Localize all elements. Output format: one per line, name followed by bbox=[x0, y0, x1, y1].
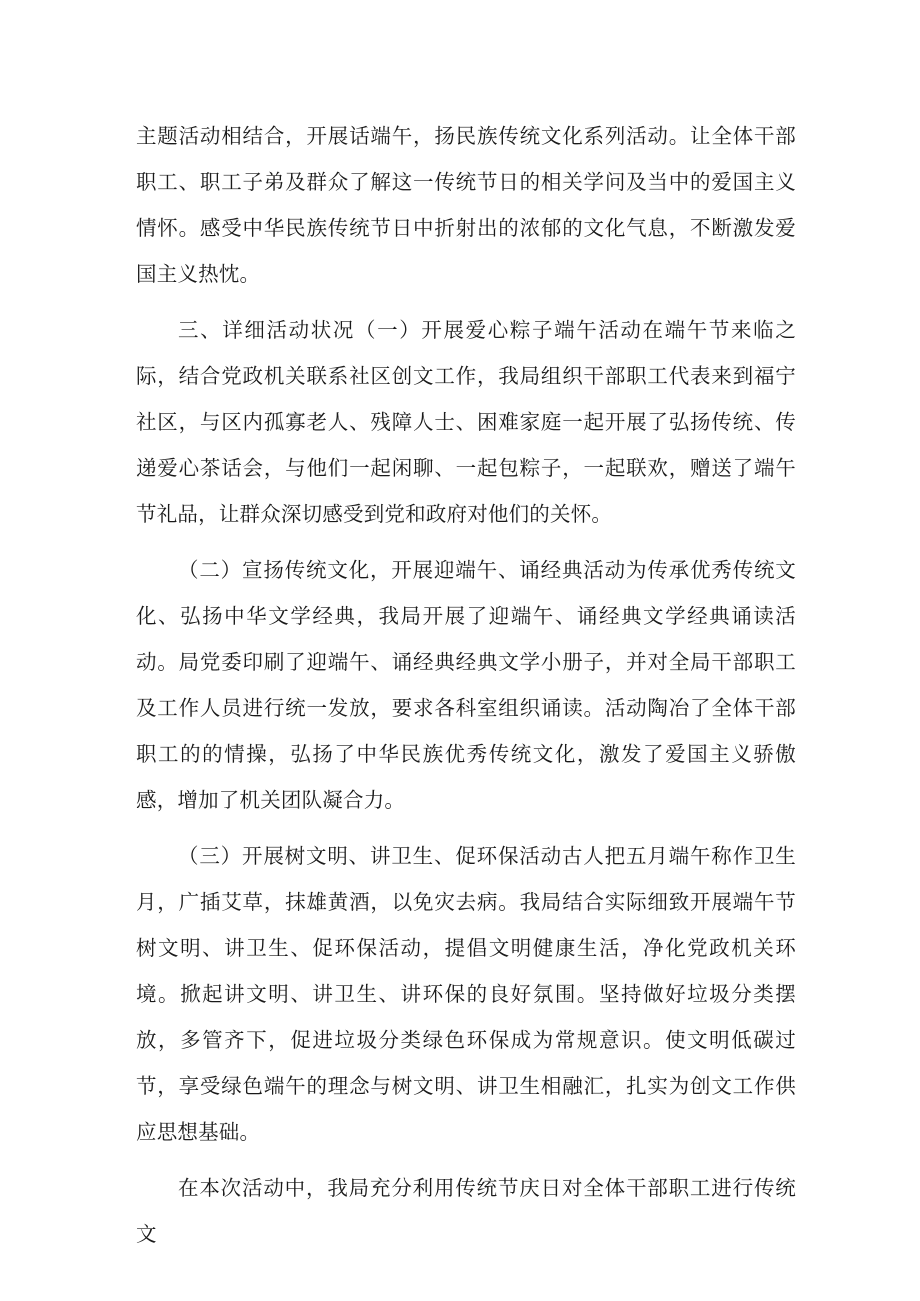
paragraph-section-three-charity-zongzi: 三、详细活动状况（一）开展爱心粽子端午活动在端午节来临之际，结合党政机关联系社区创文工作，我局组织干部职工代表来到福宁社区，与区内孤寡老人、残障人士、困难家庭一起开展了弘扬传统、传递爱心茶话会，与他们一起闲聊、一起包粽子，一起联欢，赠送了端午节礼品，让群众深切感受到党和政府对他们的关怀。 bbox=[136, 318, 796, 526]
paragraph-section-three-civilization-hygiene: （三）开展树文明、讲卫生、促环保活动古人把五月端午称作卫生月，广插艾草，抹雄黄酒，以免灾去病。我局结合实际细致开展端午节树文明、讲卫生、促环保活动，提倡文明健康生活，净化党政机关环境。掀起讲文明、讲卫生、讲环保的良好氛围。坚持做好垃圾分类摆放，多管齐下，促进垃圾分类绿色环保成为常规意识。使文明低碳过节，享受绿色端午的理念与树文明、讲卫生相融汇，扎实为创文工作供应思想基础。 bbox=[136, 844, 796, 1144]
paragraph-theme-activities: 主题活动相结合，开展话端午，扬民族传统文化系列活动。让全体干部职工、职工子弟及群众了解这一传统节日的相关学问及当中的爱国主义情怀。感受中华民族传统节日中折射出的浓郁的文化气息，不断激发爱国主义热忱。 bbox=[136, 124, 796, 286]
paragraph-activity-summary: 在本次活动中，我局充分利用传统节庆日对全体干部职工进行传统文 bbox=[136, 1176, 796, 1246]
document-body bbox=[136, 113, 796, 1257]
paragraph-section-two-traditional-culture: （二）宣扬传统文化，开展迎端午、诵经典活动为传承优秀传统文化、弘扬中华文学经典，我局开展了迎端午、诵经典文学经典诵读活动。局党委印刷了迎端午、诵经典经典文学小册子，并对全局干部职工及工作人员进行统一发放，要求各科室组织诵读。活动陶冶了全体干部职工的的情操，弘扬了中华民族优秀传统文化，激发了爱国主义骄傲感，增加了机关团队凝合力。 bbox=[136, 558, 796, 812]
